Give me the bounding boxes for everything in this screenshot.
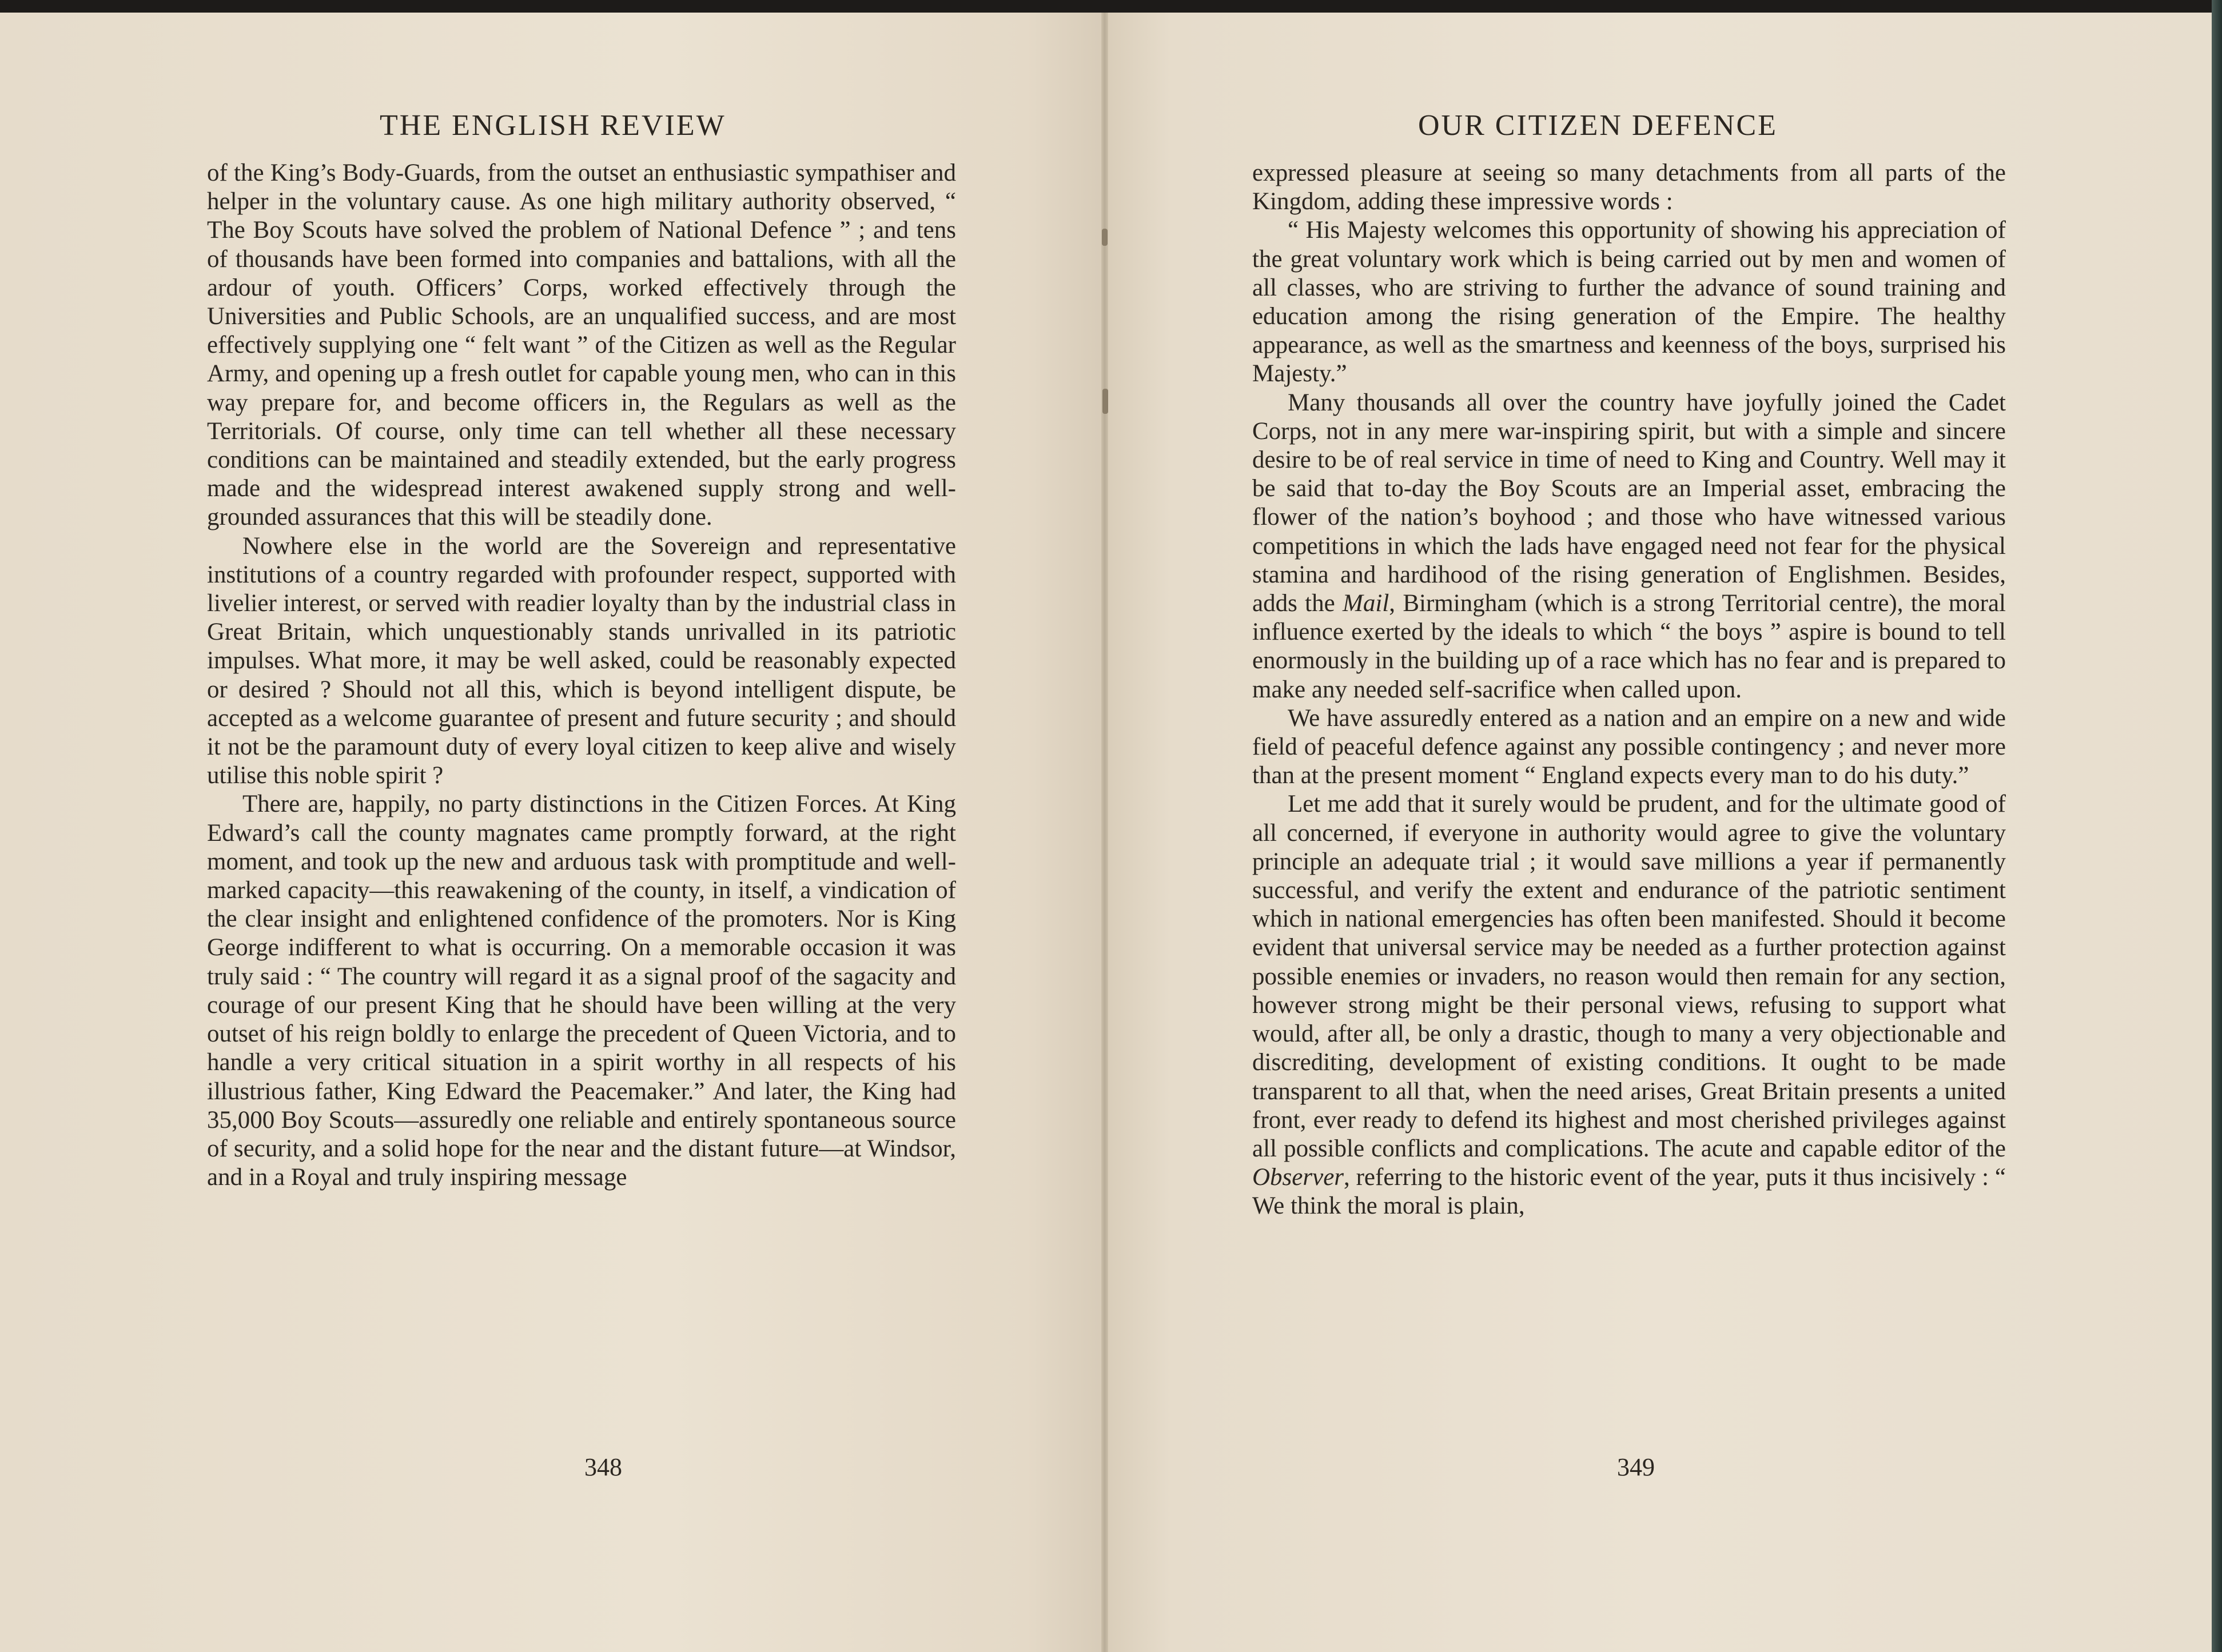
right-paragraph-3-text-a: Many thousands all over the country have joyfully joined the Cadet Corps, not in any mere war-inspiring spirit, but with a simple and sincere desire to be of real service in time of need to King and Country. Well may it be said that to-day the Boy Scouts are an Imperial asset, embracing the flower of the nation’s boyhood ; and those who have witnessed various competitions in which the lads have engaged need not fear for the physical stamina and hardihood of the rising generation of Englishmen. Besides, adds the bbox=[1252, 389, 2006, 617]
newspaper-title-mail: Mail bbox=[1343, 590, 1389, 617]
right-paragraph-5-text-a: Let me add that it surely would be prudent, and for the ultimate good of all concerned, if everyone in authority would agree to give the voluntary principle an adequate trial ; it would save millions a year if permanently successful, and verify the extent and endurance of the patriotic sentiment which in national emergencies has often been manifested. Should it become evident that universal service may be needed as a further protection against possible enemies or invaders, no reason would then remain for any section, however strong might be their personal views, refusing to support what would, after all, be only a drastic, though to many a very objectionable and discrediting, development of existing conditions. It ought to be made transparent to all that, when the need arises, Great Britain presents a united front, ever ready to defend its highest and most cherished privileges against all possible conflicts and complications. The acute and capable editor of the bbox=[1252, 791, 2006, 1162]
page-number-left: 348 bbox=[584, 1453, 622, 1481]
book-cover-edge bbox=[2212, 0, 2222, 1652]
page-number-right: 349 bbox=[1617, 1453, 1655, 1481]
right-paragraph-2: “ His Majesty welcomes this opportunity of showing his appreciation of the great voluntary work which is being carried out by men and women of all classes, who are striving to further the advance of sound training and education among the rising generation of the Empire. The healthy appearance, as well as the smartness and keenness of the boys, surprised his Majesty.” bbox=[1252, 217, 2006, 388]
left-page bbox=[0, 13, 1105, 1652]
binding-stitch bbox=[1102, 389, 1108, 414]
left-paragraph-3: There are, happily, no party distinctions in the Citizen Forces. At King Edward’s call the county magnates came promptly forward, at the right moment, and took up the new and arduous task with promptitude and well-marked capacity—this reawakening of the county, in itself, a vindication of the clear insight and enlightened confidence of the promoters. Nor is King George indifferent to what is occurring. On a memorable occasion it was truly said : “ The country will regard it as a signal proof of the sagacity and courage of our present King that he should have been willing at the very outset of his reign boldly to enlarge the precedent of Queen Victoria, and to handle a very critical situation in a spirit worthy in all respects of his illustrious father, King Edward the Peacemaker.” And later, the King had 35,000 Boy Scouts—assuredly one reliable and entirely spontaneous source of security, and a solid hope for the near and the distant future—at Windsor, and in a Royal and truly inspiring message bbox=[207, 791, 956, 1191]
binding-stitch bbox=[1102, 229, 1108, 246]
right-page-body bbox=[1252, 159, 2006, 1221]
right-paragraph-1: expressed pleasure at seeing so many detachments from all parts of the Kingdom, adding these impressive words : bbox=[1252, 159, 2006, 216]
right-paragraph-3 bbox=[1252, 389, 2006, 704]
right-paragraph-4: We have assuredly entered as a nation and an empire on a new and wide field of peaceful defence against any possible contingency ; and never more than at the present moment “ England expects every man to do his duty.” bbox=[1252, 704, 2006, 789]
top-edge bbox=[0, 0, 2222, 14]
left-paragraph-1: of the King’s Body-Guards, from the outset an enthusiastic sympathiser and helper in the voluntary cause. As one high military authority observed, “ The Boy Scouts have solved the problem of National Defence ” ; and tens of thousands have been formed into companies and battalions, with all the ardour of youth. Officers’ Corps, worked effectively through the Universities and Public Schools, are an unqualified success, and are most effectively supplying one “ felt want ” of the Citizen as well as the Regular Army, and opening up a fresh outlet for capable young men, who can in this way prepare for, and become officers in, the Regulars as well as the Territorials. Of course, only time can tell whether all these necessary conditions can be maintained and steadily extended, but the early progress made and the widespread interest awakened supply strong and well-grounded assurances that this will be steadily done. bbox=[207, 159, 956, 531]
right-page bbox=[1105, 13, 2212, 1652]
book-gutter bbox=[1101, 13, 1108, 1652]
left-page-body bbox=[207, 159, 956, 1192]
right-paragraph-5 bbox=[1252, 790, 2006, 1220]
right-paragraph-5-text-b: , referring to the historic event of the year, puts it thus incisively : “ We think the moral is plain, bbox=[1252, 1164, 2006, 1220]
running-head-left: THE ENGLISH REVIEW bbox=[380, 109, 726, 142]
right-paragraph-3-text-b: , Birmingham (which is a strong Territorial centre), the moral influence exerted by the ideals to which “ the boys ” aspire is bound to tell enormously in the building up of a race which has no fear and is prepared to make any needed self-sacrifice when called upon. bbox=[1252, 590, 2006, 703]
left-paragraph-2: Nowhere else in the world are the Sovereign and representative institutions of a country regarded with profounder respect, supported with livelier interest, or served with readier loyalty than by the industrial class in Great Britain, which unquestionably stands unrivalled in its patriotic impulses. What more, it may be well asked, could be reasonably expected or desired ? Should not all this, which is beyond intelligent dispute, be accepted as a welcome guarantee of present and future security ; and should it not be the paramount duty of every loyal citizen to keep alive and wisely utilise this noble spirit ? bbox=[207, 532, 956, 789]
running-head-right: OUR CITIZEN DEFENCE bbox=[1418, 109, 1778, 142]
newspaper-title-observer: Observer bbox=[1252, 1164, 1344, 1191]
